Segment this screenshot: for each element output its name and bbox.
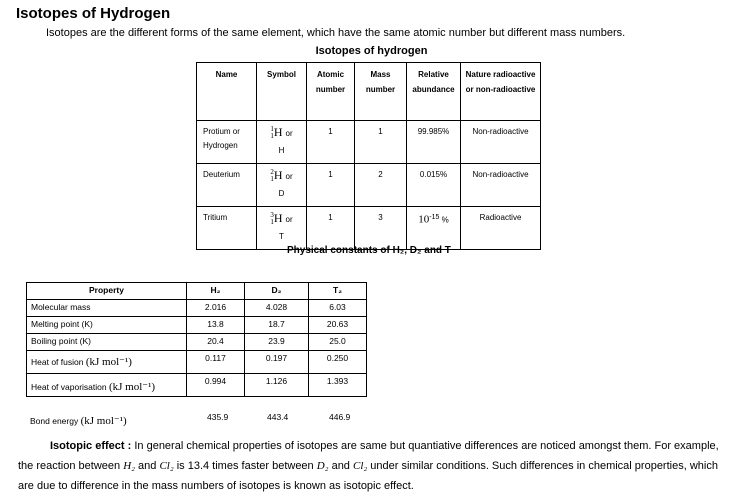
- mass-prefix: 3: [270, 211, 274, 220]
- header-property: Property: [27, 283, 187, 300]
- isotope-name: Deuterium: [197, 164, 257, 207]
- table-row: [27, 317, 367, 334]
- isotopes-header-row: [197, 63, 541, 121]
- table-row: [27, 351, 367, 374]
- mass-prefix: 1: [270, 125, 274, 134]
- isotopic-effect-lead: Isotopic effect :: [50, 440, 132, 452]
- t2-value: 0.250: [309, 351, 367, 374]
- formula-cl2: Cl₂: [352, 460, 368, 472]
- h2-value: 20.4: [187, 334, 245, 351]
- formula-h2: H₂: [123, 460, 135, 472]
- property-unit: (kJ mol⁻¹): [108, 381, 156, 393]
- symbol-letter: H: [273, 168, 283, 182]
- table-row: [27, 334, 367, 351]
- table-row: [27, 300, 367, 317]
- table-row: [197, 207, 541, 250]
- atomic-number: 1: [307, 207, 355, 250]
- property-name: [27, 374, 187, 397]
- table-row: [27, 374, 367, 397]
- isotope-symbol: [257, 121, 307, 164]
- header-t2: T₂: [309, 283, 367, 300]
- formula-d2: D₂: [316, 460, 329, 472]
- header-mass-number: Mass number: [355, 63, 407, 121]
- h2-value: 2.016: [187, 300, 245, 317]
- h2-value: 0.994: [187, 374, 245, 397]
- isotope-name: Tritium: [197, 207, 257, 250]
- isotopes-table: [196, 62, 541, 250]
- intro-text: Isotopes are the different forms of the same element, which have the same atomic number but different mass numbers.: [46, 27, 626, 39]
- header-d2: D₂: [245, 283, 309, 300]
- isotopic-effect-text: In general chemical properties of isotopes are same but quantiative differences are noticed amongst them. For example, the reaction between: [18, 440, 719, 472]
- isotope-symbol: [257, 164, 307, 207]
- nature: Radioactive: [461, 207, 541, 250]
- or-text: or: [285, 215, 293, 224]
- h2-value: 0.117: [187, 351, 245, 374]
- property-name: [27, 351, 187, 374]
- d2-value: 18.7: [245, 317, 309, 334]
- formula-cl2: Cl₂: [159, 460, 174, 472]
- mass-number: 2: [355, 164, 407, 207]
- property-name: Melting point (K): [27, 317, 187, 334]
- isotopic-effect-text: is 13.4 times faster between: [173, 460, 317, 472]
- mass-prefix: 2: [270, 168, 274, 177]
- atomic-prefix: 1: [270, 218, 274, 227]
- isotope-symbol: [257, 207, 307, 250]
- conjunction: and: [134, 460, 160, 472]
- or-text: or: [285, 129, 293, 138]
- t2-value: 6.03: [309, 300, 367, 317]
- nature: Non-radioactive: [461, 121, 541, 164]
- physical-header-row: [27, 283, 367, 300]
- conjunction: and: [328, 460, 353, 472]
- h2-value: 13.8: [187, 317, 245, 334]
- header-nature: Nature radioactive or non-radioactive: [461, 63, 541, 121]
- t2-value: 25.0: [309, 334, 367, 351]
- t2-value: 1.393: [309, 374, 367, 397]
- isotopic-effect-text: under similar conditions. Such differences in chemical properties, which are due to difference in the mass numbers of isotopes is known as isotopic effect.: [18, 460, 718, 492]
- bond-h2-value: 435.9: [207, 412, 229, 422]
- atomic-prefix: 1: [270, 175, 274, 184]
- atomic-number: 1: [307, 164, 355, 207]
- bond-property: Bond energy: [30, 416, 79, 426]
- t2-value: 20.63: [309, 317, 367, 334]
- d2-value: 4.028: [245, 300, 309, 317]
- symbol-letter: H: [273, 125, 283, 139]
- property-name: Boiling point (K): [27, 334, 187, 351]
- physical-constants-caption: Physical constants of H₂, D₂ and T: [287, 245, 451, 256]
- nature: Non-radioactive: [461, 164, 541, 207]
- d2-value: 0.197: [245, 351, 309, 374]
- header-symbol: Symbol: [257, 63, 307, 121]
- abundance-exponent: -15: [429, 214, 440, 221]
- bond-d2-value: 443.4: [267, 412, 289, 422]
- bond-unit: (kJ mol⁻¹): [80, 415, 127, 427]
- table-row: [197, 164, 541, 207]
- symbol-letter: H: [273, 211, 283, 225]
- property-name: Molecular mass: [27, 300, 187, 317]
- property-label: Heat of fusion: [31, 357, 84, 367]
- property-label: Heat of vaporisation: [31, 382, 107, 392]
- relative-abundance: 0.015%: [407, 164, 461, 207]
- mass-number: 3: [355, 207, 407, 250]
- d2-value: 23.9: [245, 334, 309, 351]
- symbol-alt: T: [279, 232, 284, 241]
- atomic-number: 1: [307, 121, 355, 164]
- header-name: Name: [197, 63, 257, 121]
- abundance-unit: %: [441, 215, 449, 225]
- atomic-prefix: 1: [270, 132, 274, 141]
- mass-number: 1: [355, 121, 407, 164]
- header-relative-abundance: Relative abundance: [407, 63, 461, 121]
- relative-abundance: 99.985%: [407, 121, 461, 164]
- or-text: or: [285, 172, 293, 181]
- d2-value: 1.126: [245, 374, 309, 397]
- table-row: [197, 121, 541, 164]
- isotopes-table-caption: Isotopes of hydrogen: [315, 45, 428, 57]
- abundance-base: 10: [418, 213, 430, 226]
- page-title: Isotopes of Hydrogen: [16, 5, 171, 22]
- relative-abundance: [407, 207, 461, 250]
- header-h2: H₂: [187, 283, 245, 300]
- property-unit: (kJ mol⁻¹): [85, 356, 132, 368]
- header-atomic-number: Atomic number: [307, 63, 355, 121]
- symbol-alt: D: [278, 189, 285, 198]
- isotope-name: Protium or Hydrogen: [197, 121, 257, 164]
- symbol-alt: H: [278, 146, 285, 155]
- isotopic-effect-paragraph: [18, 436, 733, 496]
- bond-t2-value: 446.9: [329, 412, 351, 422]
- physical-constants-table: [26, 282, 367, 397]
